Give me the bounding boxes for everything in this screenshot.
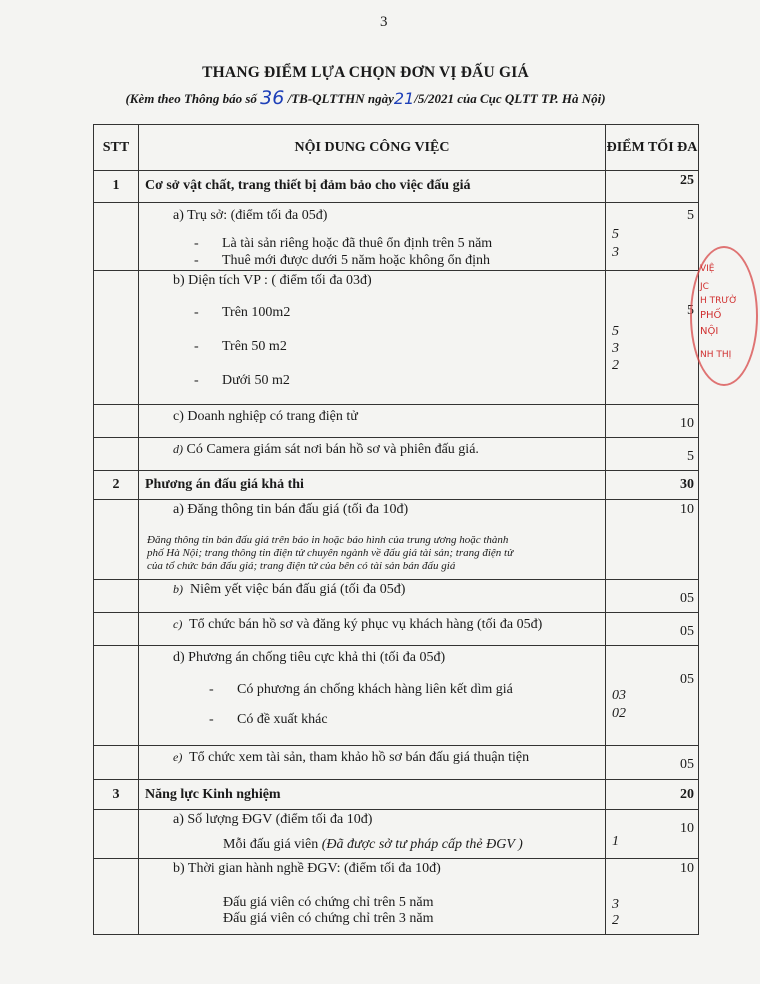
section-1b-max: 5 — [687, 303, 694, 318]
section-2d-row — [94, 646, 699, 746]
section-2a-label: a) Đăng thông tin bán đấu giá (tối đa 10đ) — [173, 502, 409, 517]
section-3b-item-1: Đấu giá viên có chứng chỉ trên 5 năm — [223, 895, 434, 910]
section-1c-max: 10 — [680, 416, 694, 431]
score-table — [93, 124, 699, 935]
section-3b-score-2: 2 — [612, 913, 619, 928]
section-3b-item-2: Đấu giá viên có chứng chỉ trên 3 năm — [223, 911, 434, 926]
section-2-max: 30 — [680, 477, 694, 492]
section-3-row — [94, 780, 699, 810]
section-1b-item-2: - Trên 50 m2 — [194, 339, 287, 354]
section-3a-row — [94, 810, 699, 859]
section-1b-row — [94, 271, 699, 405]
section-2d-score-1: 03 — [612, 688, 626, 703]
section-1a-score-1: 5 — [612, 227, 619, 242]
document-subtitle — [0, 87, 731, 109]
section-2d-score-2: 02 — [612, 706, 626, 721]
section-1-max: 25 — [680, 173, 694, 188]
subtitle-suffix: /5/2021 của Cục QLTT TP. Hà Nội) — [414, 91, 606, 106]
section-3a-score: 1 — [612, 834, 619, 849]
section-1a-max: 5 — [687, 208, 694, 223]
section-1d-max: 5 — [687, 449, 694, 464]
section-2d-item-1: - Có phương án chống khách hàng liên kết dìm giá — [209, 682, 513, 697]
section-2d-max: 05 — [680, 672, 694, 687]
section-2e-label: e) Tổ chức xem tài sản, tham khảo hồ sơ bán đấu giá thuận tiện — [173, 750, 530, 765]
section-1a-item-2: - Thuê mới được dưới 5 năm hoặc không ổn định — [194, 253, 490, 268]
section-1-title: Cơ sở vật chất, trang thiết bị đảm bảo cho việc đấu giá — [145, 178, 471, 193]
red-seal-stamp: VIỆ JC H TRƯỜ PHỐ NỘI NH THỊ — [690, 246, 760, 386]
section-1a-item-1: - Là tài sản riêng hoặc đã thuê ổn định trên 5 năm — [194, 236, 493, 251]
header-stt: STT — [94, 125, 139, 171]
handwritten-day: 21 — [393, 89, 415, 108]
page-number: 3 — [380, 14, 388, 30]
section-3-max: 20 — [680, 787, 694, 802]
section-1a-label: a) Trụ sở: (điểm tối đa 05đ) — [173, 208, 328, 223]
document-title: THANG ĐIỂM LỰA CHỌN ĐƠN VỊ ĐẤU GIÁ — [202, 64, 529, 81]
section-3b-label: b) Thời gian hành nghề ĐGV: (điểm tối đa 10đ) — [173, 861, 441, 876]
section-2a-note-2: phố Hà Nội; trang thông tin điện tử chuyên ngành về đấu giá tài sản; trang điện tử — [147, 547, 514, 559]
section-2d-label: d) Phương án chống tiêu cực khả thi (tối đa 05đ) — [173, 650, 446, 665]
subtitle-mid: /TB-QLTTHN ngày — [287, 91, 394, 106]
section-2e-row — [94, 746, 699, 780]
section-3a-label: a) Số lượng ĐGV (điểm tối đa 10đ) — [173, 812, 373, 827]
section-2a-note-1: Đăng thông tin bán đấu giá trên báo in hoặc báo hình của trung ương hoặc thành — [147, 534, 509, 546]
subtitle-prefix: (Kèm theo Thông báo số — [125, 91, 257, 106]
section-1b-item-1: - Trên 100m2 — [194, 305, 291, 320]
section-2b-max: 05 — [680, 591, 694, 606]
section-3b-max: 10 — [680, 861, 694, 876]
section-2a-row — [94, 500, 699, 580]
section-1-row — [94, 171, 699, 203]
handwritten-number: 36 — [260, 87, 285, 109]
table-header-row — [94, 125, 699, 171]
section-2a-note-3: của tổ chức bán đấu giá; trang điện tử của bên có tài sản bán đấu giá — [147, 560, 456, 572]
section-3a-max: 10 — [680, 821, 694, 836]
section-1a-score-2: 3 — [612, 245, 619, 260]
section-2c-label: c) Tổ chức bán hồ sơ và đăng ký phục vụ khách hàng (tối đa 05đ) — [173, 617, 543, 632]
section-1b-score-3: 2 — [612, 358, 619, 373]
section-2b-label: b) Niêm yết việc bán đấu giá (tối đa 05đ) — [173, 582, 406, 597]
section-2c-max: 05 — [680, 624, 694, 639]
section-1c-label: c) Doanh nghiệp có trang điện tử — [173, 409, 358, 424]
section-1-stt: 1 — [112, 178, 120, 193]
section-1c-row — [94, 405, 699, 438]
section-2-title: Phương án đấu giá khả thi — [145, 477, 304, 492]
header-content: NỘI DUNG CÔNG VIỆC — [139, 125, 606, 171]
section-3-title: Năng lực Kinh nghiệm — [145, 787, 281, 802]
section-1d-row — [94, 438, 699, 471]
section-1b-label: b) Diện tích VP : ( điểm tối đa 03đ) — [173, 273, 372, 288]
section-1a-row — [94, 203, 699, 271]
section-2-stt: 2 — [112, 477, 120, 492]
section-3b-row — [94, 859, 699, 935]
section-3a-item: Mỗi đấu giá viên (Đã được sở tư pháp cấp thẻ ĐGV ) — [223, 837, 523, 852]
section-1b-score-2: 3 — [612, 341, 619, 356]
section-1d-label: d) Có Camera giám sát nơi bán hồ sơ và phiên đấu giá. — [173, 442, 479, 457]
section-3b-score-1: 3 — [612, 897, 619, 912]
section-2-row — [94, 471, 699, 500]
section-2a-max: 10 — [680, 502, 694, 517]
section-2b-row — [94, 580, 699, 613]
section-1b-item-3: - Dưới 50 m2 — [194, 373, 290, 388]
section-1b-score-1: 5 — [612, 324, 619, 339]
section-2e-max: 05 — [680, 757, 694, 772]
section-2d-item-2: - Có đề xuất khác — [209, 712, 328, 727]
section-3-stt: 3 — [112, 787, 120, 802]
section-2c-row — [94, 613, 699, 646]
header-max: ĐIỂM TỐI ĐA — [606, 125, 699, 171]
